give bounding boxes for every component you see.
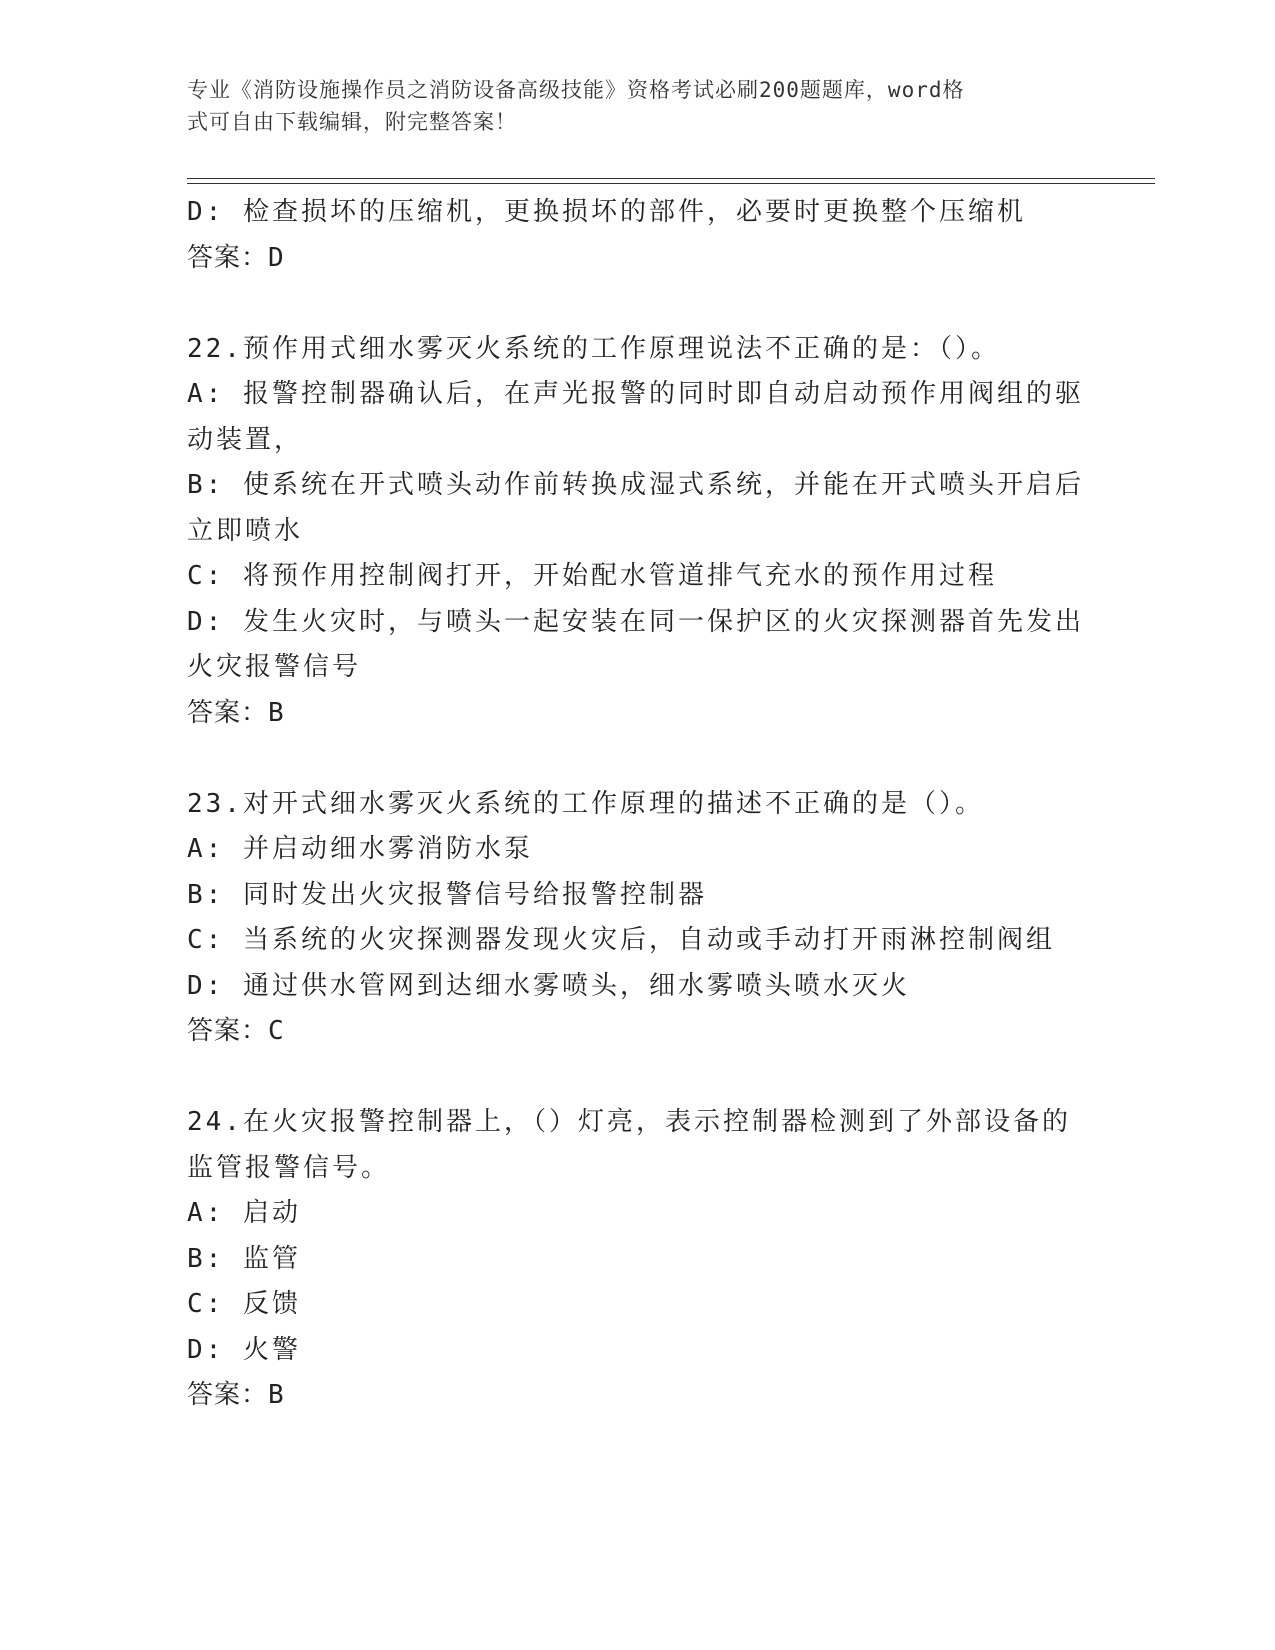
question-23-stem: 23.对开式细水雾灭火系统的工作原理的描述不正确的是（）。	[187, 788, 984, 819]
question-22-option-b: B: 使系统在开式喷头动作前转换成湿式系统，并能在开式喷头开启后	[187, 470, 1084, 500]
question-22-option-a-cont: 动装置，	[187, 424, 304, 455]
question-23-option-b: B: 同时发出火灾报警信号给报警控制器	[187, 879, 707, 910]
header-line-2: 式可自由下载编辑，附完整答案！	[187, 110, 517, 134]
document-header	[187, 74, 1067, 138]
question-24-stem: 24.在火灾报警控制器上，（）灯亮，表示控制器检测到了外部设备的	[187, 1107, 1071, 1137]
question-list	[187, 190, 1087, 1419]
question-24-stem-cont: 监管报警信号。	[187, 1152, 391, 1183]
question-23-option-c: C: 当系统的火灾探测器发现火灾后，自动或手动打开雨淋控制阀组	[187, 925, 1055, 955]
spacer	[187, 1055, 1087, 1101]
question-22-option-c: C: 将预作用控制阀打开，开始配水管道排气充水的预作用过程	[187, 561, 997, 591]
header-divider-top	[187, 178, 1155, 179]
question-22-option-d-cont: 火灾报警信号	[187, 652, 362, 682]
spacer	[187, 281, 1087, 327]
header-line-1: 专业《消防设施操作员之消防设备高级技能》资格考试必刷200题题库，word格	[187, 78, 965, 102]
spacer	[187, 736, 1087, 782]
question-24-option-b: B: 监管	[187, 1243, 301, 1274]
question-24-option-a: A: 启动	[187, 1198, 301, 1228]
question-22-option-b-cont: 立即喷水	[187, 515, 304, 546]
question-22-stem: 22.预作用式细水雾灭火系统的工作原理说法不正确的是：（）。	[187, 333, 1000, 364]
question-23-option-a: A: 并启动细水雾消防水泵	[187, 834, 533, 864]
question-22-option-a: A: 报警控制器确认后，在声光报警的同时即自动启动预作用阀组的驱	[187, 379, 1084, 409]
prev-answer: 答案：D	[187, 242, 285, 273]
question-23-answer: 答案：C	[187, 1016, 285, 1046]
header-divider-bottom	[187, 183, 1155, 184]
question-22-answer: 答案：B	[187, 697, 285, 728]
question-22-option-d: D: 发生火灾时，与喷头一起安装在同一保护区的火灾探测器首先发出	[187, 606, 1084, 637]
question-24-option-d: D: 火警	[187, 1334, 301, 1365]
question-24-answer: 答案：B	[187, 1380, 285, 1410]
prev-option-d: D: 检查损坏的压缩机，更换损坏的部件，必要时更换整个压缩机	[187, 197, 1026, 227]
question-24-option-c: C: 反馈	[187, 1289, 301, 1319]
question-23-option-d: D: 通过供水管网到达细水雾喷头，细水雾喷头喷水灭火	[187, 970, 910, 1001]
